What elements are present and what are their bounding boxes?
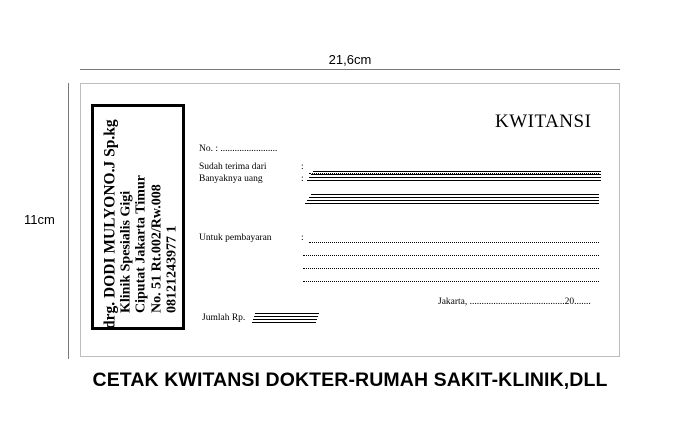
doctor-stamp	[91, 104, 185, 330]
stamp-phone: 08121243977 1	[164, 225, 180, 313]
stamp-area: Ciputat Jakarta Timur	[133, 175, 149, 313]
stamp-doctor-name: drg. DODI MULYONO.J Sp.kg	[101, 119, 119, 329]
purpose-colon: :	[301, 233, 304, 243]
received-from-colon: :	[301, 162, 304, 172]
stamp-address: No. 51 Rt.002/Rw.008	[148, 184, 164, 313]
height-dimension-label: 11cm	[24, 212, 55, 227]
receipt-title: KWITANSI	[495, 111, 592, 132]
purpose-line-3	[303, 268, 599, 269]
amount-words-colon: :	[301, 174, 304, 184]
receipt-form	[80, 83, 620, 357]
amount-words-label: Banyaknya uang	[199, 174, 263, 184]
purpose-line-1	[309, 242, 599, 243]
date-line: Jakarta, ........................................20.......	[438, 297, 591, 307]
receipt-number-label: No. : ........................	[199, 144, 278, 154]
purpose-line-2	[303, 255, 599, 256]
stamp-text-block	[102, 111, 180, 329]
received-from-label: Sudah terima dari	[199, 162, 267, 172]
height-dimension-line	[68, 83, 69, 359]
total-label: Jumlah Rp.	[202, 313, 246, 323]
width-dimension-line	[80, 69, 620, 70]
footer-caption: CETAK KWITANSI DOKTER-RUMAH SAKIT-KLINIK,DLL	[92, 369, 608, 391]
stamp-clinic: Klinik Spesialis Gigi	[117, 190, 133, 313]
purpose-line-4	[303, 281, 599, 282]
width-dimension-label: 21,6cm	[328, 52, 372, 67]
purpose-label: Untuk pembayaran	[199, 233, 272, 243]
